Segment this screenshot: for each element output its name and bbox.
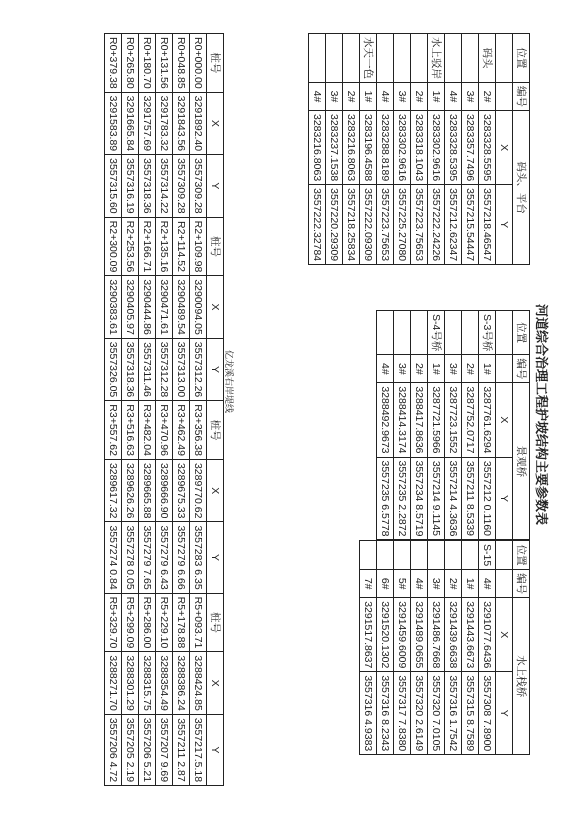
- table-cell: 3557278 0.05: [122, 522, 139, 593]
- table-cell: R5+093.71: [190, 593, 207, 652]
- header-cell: Y: [496, 457, 513, 540]
- table-cell: 3557317 7.8380: [394, 672, 411, 755]
- table-cell: 3557206 5.21: [139, 714, 156, 785]
- table-row: [428, 541, 445, 755]
- table-cell: 3288417.8636: [411, 383, 428, 457]
- table-cell: 3287761.6294: [479, 383, 496, 457]
- table-cell: [411, 541, 428, 570]
- table-cell: 3#: [394, 83, 411, 111]
- header-cell: X: [496, 383, 513, 457]
- table-cell: 水上驳岸: [428, 34, 445, 83]
- header-cell: X: [207, 459, 224, 521]
- table-row: [445, 541, 462, 755]
- table-cell: R3+482.04: [139, 401, 156, 460]
- table-cell: 3291439.6638: [445, 598, 462, 672]
- table-row: [156, 34, 173, 786]
- table-row: [411, 34, 428, 265]
- table-cell: 3283302.9616: [428, 111, 445, 185]
- table-cell: R5+299.09: [122, 593, 139, 652]
- header-cell: 桩号: [207, 34, 224, 93]
- table-cell: R2+166.71: [139, 217, 156, 276]
- table-cell: 3291757.69: [139, 92, 156, 154]
- table-cell: 3557212 0.1160: [479, 457, 496, 540]
- table-header: [496, 34, 513, 265]
- table-cell: 3289626.26: [122, 459, 139, 521]
- table-cell: 3289665.88: [139, 459, 156, 521]
- table-cell: 3283237.1538: [326, 111, 343, 185]
- header-cell: X: [207, 652, 224, 714]
- table-row: [309, 34, 326, 265]
- table-cell: 1#: [360, 83, 377, 111]
- table-header: [513, 34, 530, 265]
- table-cell: [326, 34, 343, 83]
- table-cell: 3289770.62: [190, 459, 207, 521]
- table-cell: [411, 311, 428, 355]
- header-cell: [496, 541, 513, 570]
- table-cell: 码头: [479, 34, 496, 83]
- table-cell: R0+379.38: [105, 34, 122, 93]
- table-cell: 3557311.46: [139, 338, 156, 400]
- table-cell: 3557214 9.1145: [428, 457, 445, 540]
- header-cell: 位置: [513, 541, 530, 570]
- table-cell: 3557205 2.19: [122, 714, 139, 785]
- table-cell: 4#: [309, 83, 326, 111]
- table-cell: 3557316 8.2343: [377, 672, 394, 755]
- table-cell: R5+229.10: [156, 593, 173, 652]
- header-cell: X: [496, 598, 513, 672]
- table-cell: 3283302.9616: [394, 111, 411, 185]
- landscape-bridge-table: [376, 310, 530, 540]
- table-cell: 3557222.32784: [309, 185, 326, 265]
- table-cell: 3283357.7496: [462, 111, 479, 185]
- table-cell: R0+265.80: [122, 34, 139, 93]
- table-cell: 3288315.75: [139, 652, 156, 714]
- table-title: 景观桥: [513, 383, 530, 540]
- table-cell: 3557308 7.8900: [479, 672, 496, 755]
- table-cell: 1#: [462, 570, 479, 598]
- table-row: [394, 311, 411, 540]
- table-row: [394, 34, 411, 265]
- table-header: [513, 311, 530, 540]
- table-cell: 3291892.40: [190, 92, 207, 154]
- table-cell: 3288414.3174: [394, 383, 411, 457]
- table-cell: 4#: [445, 83, 462, 111]
- dock-platform-table: [308, 33, 530, 265]
- table-cell: 3291486.7668: [428, 598, 445, 672]
- table-row: [411, 541, 428, 755]
- table-row: [360, 34, 377, 265]
- table-row: [462, 34, 479, 265]
- table-cell: 5#: [394, 570, 411, 598]
- table-cell: [394, 541, 411, 570]
- table-row: [479, 541, 496, 755]
- table-cell: 1#: [428, 355, 445, 383]
- table-cell: 3283196.4588: [360, 111, 377, 185]
- table-cell: R5+329.70: [105, 593, 122, 652]
- table-cell: 1#: [479, 355, 496, 383]
- table-row: [139, 34, 156, 786]
- table-cell: 3557279 7.65: [139, 522, 156, 593]
- table-cell: 3290383.61: [105, 276, 122, 338]
- header-cell: 桩号: [207, 593, 224, 652]
- table-row: [377, 541, 394, 755]
- table-cell: 3557318.36: [139, 155, 156, 217]
- table-row: [462, 311, 479, 540]
- header-cell: X: [496, 111, 513, 185]
- table-cell: 3283318.1043: [411, 111, 428, 185]
- table-cell: 3557211 2.87: [173, 714, 190, 785]
- table-cell: R3+557.62: [105, 401, 122, 460]
- table-cell: 3283328.5595: [479, 111, 496, 185]
- table-cell: 3291489.0655: [411, 598, 428, 672]
- header-cell: X: [207, 92, 224, 154]
- table-cell: 2#: [411, 83, 428, 111]
- table-cell: [394, 34, 411, 83]
- table-cell: [309, 34, 326, 83]
- table-cell: R3+516.63: [122, 401, 139, 460]
- table-cell: 4#: [377, 355, 394, 383]
- table-cell: 3#: [445, 355, 462, 383]
- table-cell: 4#: [411, 570, 428, 598]
- table-cell: R3+356.38: [190, 401, 207, 460]
- table-cell: 3557274 0.84: [105, 522, 122, 593]
- table-cell: [377, 541, 394, 570]
- header-cell: Y: [496, 185, 513, 265]
- table-cell: 3291583.89: [105, 92, 122, 154]
- table-cell: S-15: [479, 541, 496, 570]
- header-cell: Y: [207, 155, 224, 217]
- table-cell: 3557218.46547: [479, 185, 496, 265]
- table-cell: 3557235 2.2872: [394, 457, 411, 540]
- table-title: 码头、平台: [513, 111, 530, 265]
- table-cell: 3557318.36: [122, 338, 139, 400]
- table-header: [207, 34, 224, 786]
- table-cell: 3557315 8.7589: [462, 672, 479, 755]
- table-row: [479, 311, 496, 540]
- table-cell: 3291783.32: [156, 92, 173, 154]
- header-cell: 桩号: [207, 401, 224, 460]
- table-cell: 3283216.8063: [309, 111, 326, 185]
- table-cell: 3#: [462, 83, 479, 111]
- header-cell: 编号: [513, 570, 530, 598]
- header-cell: Y: [207, 338, 224, 400]
- table-cell: 3557312.26: [190, 338, 207, 400]
- header-cell: [496, 83, 513, 111]
- table-cell: 1#: [428, 83, 445, 111]
- table-cell: 3557279 6.66: [173, 522, 190, 593]
- table-cell: R2+135.16: [156, 217, 173, 276]
- table-cell: 3288301.29: [122, 652, 139, 714]
- table-cell: 3557314.22: [156, 155, 173, 217]
- table-cell: 3557313.00: [173, 338, 190, 400]
- table-cell: R0+131.56: [156, 34, 173, 93]
- table-cell: 3288424.85: [190, 652, 207, 714]
- table-cell: 3557312.28: [156, 338, 173, 400]
- table-cell: 3290471.61: [156, 276, 173, 338]
- table-cell: 3557316.19: [122, 155, 139, 217]
- table-cell: R2+109.98: [190, 217, 207, 276]
- table-cell: [445, 311, 462, 355]
- table-row: [462, 541, 479, 755]
- table-row: [411, 311, 428, 540]
- table-cell: [377, 34, 394, 83]
- table-cell: [394, 311, 411, 355]
- table-row: [360, 541, 377, 755]
- table-cell: R2+300.09: [105, 217, 122, 276]
- table-cell: 7#: [360, 570, 377, 598]
- table-cell: R3+462.49: [173, 401, 190, 460]
- bottom-subtitle: 亿龙溪右岸堤线: [223, 350, 233, 414]
- table-cell: 3290405.97: [122, 276, 139, 338]
- table-cell: 3#: [394, 355, 411, 383]
- table-cell: 3291443.6673: [462, 598, 479, 672]
- table-cell: 2#: [445, 570, 462, 598]
- table-cell: 3557279 6.43: [156, 522, 173, 593]
- table-cell: 2#: [343, 83, 360, 111]
- header-cell: 编号: [513, 355, 530, 383]
- table-row: [394, 541, 411, 755]
- table-cell: [428, 541, 445, 570]
- table-cell: 3289675.33: [173, 459, 190, 521]
- right-bank-levee-table: [104, 33, 224, 786]
- table-cell: 3288271.70: [105, 652, 122, 714]
- header-cell: X: [207, 276, 224, 338]
- table-row: [377, 311, 394, 540]
- table-cell: 4#: [479, 570, 496, 598]
- table-row: [122, 34, 139, 786]
- table-row: [445, 34, 462, 265]
- header-cell: Y: [496, 672, 513, 755]
- table-cell: 3557320 7.0105: [428, 672, 445, 755]
- table-row: [190, 34, 207, 786]
- table-cell: R5+178.88: [173, 593, 190, 652]
- header-cell: 位置: [513, 311, 530, 355]
- table-row: [377, 34, 394, 265]
- water-trestle-table: [359, 540, 530, 755]
- header-cell: 编号: [513, 83, 530, 111]
- table-cell: 3290094.05: [190, 276, 207, 338]
- table-row: [445, 311, 462, 540]
- document-title: 河道综合治理工程护坡结构主要参数表: [533, 303, 548, 525]
- table-row: [105, 34, 122, 786]
- table-cell: 3291517.8637: [360, 598, 377, 672]
- table-cell: 3557315.60: [105, 155, 122, 217]
- table-cell: 3287721.5966: [428, 383, 445, 457]
- table-cell: 3557234 8.5719: [411, 457, 428, 540]
- header-cell: [496, 311, 513, 355]
- table-cell: S-3号桥: [479, 311, 496, 355]
- table-cell: 3291077.6436: [479, 598, 496, 672]
- table-cell: 3557222.24226: [428, 185, 445, 265]
- table-cell: 3557218.25834: [343, 185, 360, 265]
- table-cell: 3557215.54447: [462, 185, 479, 265]
- table-cell: 3557223.75653: [377, 185, 394, 265]
- table-cell: 3#: [326, 83, 343, 111]
- table-cell: [411, 34, 428, 83]
- table-cell: 3557235 6.5778: [377, 457, 394, 540]
- table-cell: R0+000.00: [190, 34, 207, 93]
- table-cell: [343, 34, 360, 83]
- table-row: [343, 34, 360, 265]
- table-title: 水上栈桥: [513, 598, 530, 755]
- table-cell: 3291665.84: [122, 92, 139, 154]
- table-cell: 3557223.75653: [411, 185, 428, 265]
- table-cell: R0+180.70: [139, 34, 156, 93]
- table-cell: 3557320 2.6149: [411, 672, 428, 755]
- table-header: [496, 311, 513, 540]
- table-cell: 3288354.49: [156, 652, 173, 714]
- table-cell: 3290444.86: [139, 276, 156, 338]
- table-cell: R3+470.96: [156, 401, 173, 460]
- table-header: [513, 541, 530, 755]
- table-row: [428, 34, 445, 265]
- header-cell: 位置: [513, 34, 530, 83]
- table-cell: 3289617.32: [105, 459, 122, 521]
- table-cell: [360, 541, 377, 570]
- table-cell: R2+114.52: [173, 217, 190, 276]
- table-cell: 2#: [411, 355, 428, 383]
- header-cell: 桩号: [207, 217, 224, 276]
- table-cell: 3289666.90: [156, 459, 173, 521]
- table-row: [326, 34, 343, 265]
- table-cell: 3291843.56: [173, 92, 190, 154]
- table-row: [479, 34, 496, 265]
- table-cell: 3557206 4.72: [105, 714, 122, 785]
- table-cell: 3557309.28: [173, 155, 190, 217]
- table-cell: 3290489.54: [173, 276, 190, 338]
- table-cell: R5+286.00: [139, 593, 156, 652]
- table-cell: 3283288.8189: [377, 111, 394, 185]
- header-cell: [496, 355, 513, 383]
- table-cell: R2+253.56: [122, 217, 139, 276]
- table-cell: 3288492.9673: [377, 383, 394, 457]
- table-cell: 3291459.6009: [394, 598, 411, 672]
- table-cell: 3557220.29309: [326, 185, 343, 265]
- table-cell: 3557217.5.18: [190, 714, 207, 785]
- table-cell: 3557283 6.35: [190, 522, 207, 593]
- table-cell: [462, 311, 479, 355]
- table-cell: 4#: [377, 83, 394, 111]
- table-cell: 3283216.8063: [343, 111, 360, 185]
- table-cell: [445, 34, 462, 83]
- table-cell: 6#: [377, 570, 394, 598]
- table-cell: [462, 34, 479, 83]
- table-cell: 3557309.28: [190, 155, 207, 217]
- table-cell: 3557212.62347: [445, 185, 462, 265]
- table-cell: 3557211 8.5339: [462, 457, 479, 540]
- table-cell: 3287723.1552: [445, 383, 462, 457]
- table-cell: 3557222.09309: [360, 185, 377, 265]
- table-cell: [377, 311, 394, 355]
- table-cell: 3291520.1302: [377, 598, 394, 672]
- table-cell: [445, 541, 462, 570]
- table-cell: 2#: [462, 355, 479, 383]
- table-cell: 3557225.27080: [394, 185, 411, 265]
- header-cell: [496, 570, 513, 598]
- table-cell: 3557207 9.69: [156, 714, 173, 785]
- table-cell: 3#: [428, 570, 445, 598]
- table-header: [496, 541, 513, 755]
- table-cell: 3557316 4.9383: [360, 672, 377, 755]
- table-cell: 水天一色: [360, 34, 377, 83]
- table-cell: R0+048.85: [173, 34, 190, 93]
- table-cell: 3557316 1.7542: [445, 672, 462, 755]
- header-cell: [496, 34, 513, 83]
- header-cell: Y: [207, 714, 224, 785]
- table-row: [428, 311, 445, 540]
- table-cell: S-4号桥: [428, 311, 445, 355]
- table-cell: 3287752.0717: [462, 383, 479, 457]
- table-cell: [462, 541, 479, 570]
- table-cell: 3288386.24: [173, 652, 190, 714]
- header-cell: Y: [207, 522, 224, 593]
- table-cell: 3283328.5395: [445, 111, 462, 185]
- table-cell: 2#: [479, 83, 496, 111]
- table-row: [173, 34, 190, 786]
- table-cell: 3557326.05: [105, 338, 122, 400]
- table-cell: 3557214 4.3636: [445, 457, 462, 540]
